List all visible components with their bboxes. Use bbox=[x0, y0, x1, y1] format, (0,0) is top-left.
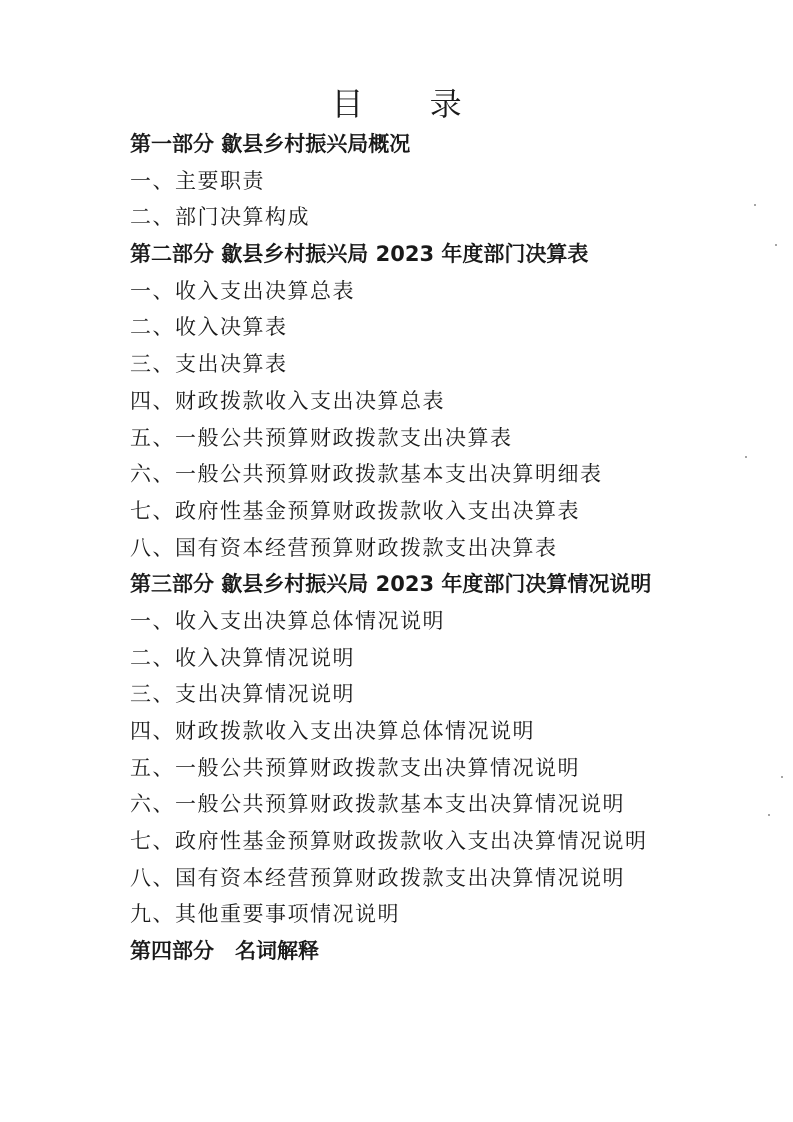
scan-speck bbox=[745, 456, 747, 458]
toc-item: 二、部门决算构成 bbox=[130, 205, 310, 230]
toc-item: 六、一般公共预算财政拨款基本支出决算情况说明 bbox=[130, 792, 625, 817]
toc-item: 三、支出决算表 bbox=[130, 352, 288, 377]
toc-part-3-heading: 第三部分 歙县乡村振兴局 2023 年度部门决算情况说明 bbox=[130, 572, 652, 597]
table-of-contents bbox=[130, 126, 700, 970]
toc-part-4-heading: 第四部分 名词解释 bbox=[130, 939, 319, 964]
scan-speck bbox=[754, 204, 756, 206]
toc-part-1-heading: 第一部分 歙县乡村振兴局概况 bbox=[130, 132, 411, 156]
toc-item: 八、国有资本经营预算财政拨款支出决算表 bbox=[130, 535, 558, 560]
scan-speck bbox=[768, 814, 770, 816]
scan-speck bbox=[775, 244, 777, 246]
toc-part-2-heading: 第二部分 歙县乡村振兴局 2023 年度部门决算表 bbox=[130, 242, 589, 267]
toc-item: 一、主要职责 bbox=[130, 168, 265, 193]
toc-item: 七、政府性基金预算财政拨款收入支出决算情况说明 bbox=[130, 829, 648, 854]
toc-item: 二、收入决算表 bbox=[130, 315, 288, 340]
toc-item: 四、财政拨款收入支出决算总表 bbox=[130, 388, 445, 413]
toc-item: 一、收入支出决算总表 bbox=[130, 278, 355, 303]
scan-speck bbox=[781, 776, 783, 778]
toc-item: 五、一般公共预算财政拨款支出决算情况说明 bbox=[130, 755, 580, 780]
page-title: 目 录 bbox=[331, 85, 490, 123]
toc-item: 八、国有资本经营预算财政拨款支出决算情况说明 bbox=[130, 865, 625, 890]
toc-item: 二、收入决算情况说明 bbox=[130, 645, 355, 670]
toc-item: 九、其他重要事项情况说明 bbox=[130, 902, 400, 927]
toc-item: 一、收入支出决算总体情况说明 bbox=[130, 608, 445, 633]
toc-item: 七、政府性基金预算财政拨款收入支出决算表 bbox=[130, 498, 580, 523]
toc-item: 四、财政拨款收入支出决算总体情况说明 bbox=[130, 719, 535, 744]
toc-item: 六、一般公共预算财政拨款基本支出决算明细表 bbox=[130, 462, 603, 487]
toc-item: 三、支出决算情况说明 bbox=[130, 682, 355, 707]
toc-item: 五、一般公共预算财政拨款支出决算表 bbox=[130, 425, 513, 450]
